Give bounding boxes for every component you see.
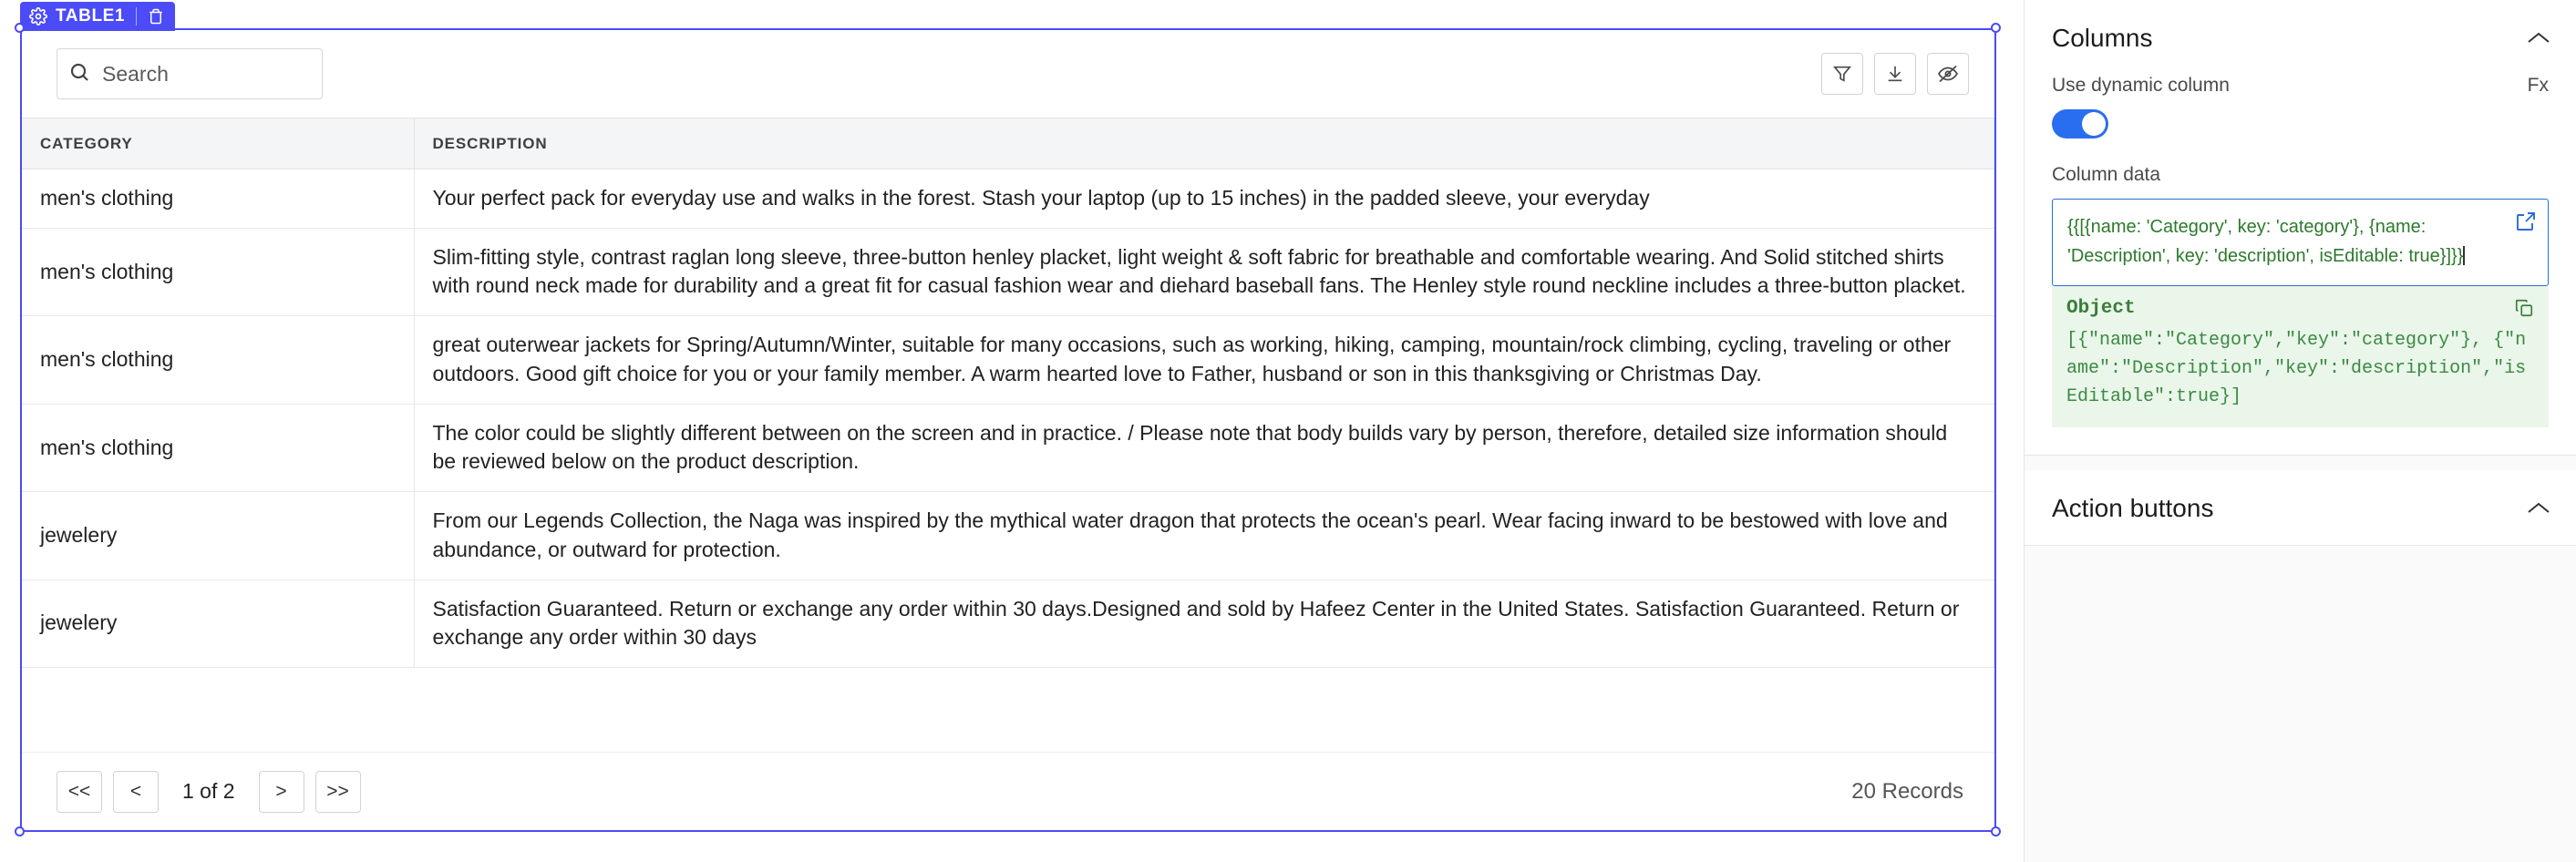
- widget-selection-label[interactable]: [20, 2, 175, 31]
- search-input[interactable]: [100, 61, 311, 87]
- table-toolbar: [22, 30, 1994, 118]
- table-row[interactable]: [22, 228, 1994, 315]
- column-header-category[interactable]: CATEGORY: [22, 118, 414, 169]
- next-page-button[interactable]: >: [259, 771, 304, 813]
- chevron-up-icon[interactable]: [2527, 501, 2550, 516]
- table-body: [22, 169, 1994, 668]
- pagination: [57, 771, 361, 813]
- action-buttons-section: [2025, 470, 2576, 546]
- column-data-label: Column data: [2052, 164, 2161, 185]
- column-data-editor[interactable]: [2052, 199, 2549, 286]
- open-editor-icon[interactable]: [2515, 210, 2537, 232]
- filter-button[interactable]: [1821, 53, 1863, 95]
- label-divider: [136, 7, 137, 26]
- cell-description: From our Legends Collection, the Naga was inspired by the mythical water dragon that protects the ocean's pearl. Wear facing inward to be bestowed with love and abundance, or outward for protection.: [414, 492, 1994, 580]
- copy-icon[interactable]: [2514, 297, 2534, 319]
- toggle-knob: [2082, 112, 2106, 136]
- trash-icon[interactable]: [148, 7, 164, 26]
- dynamic-column-row: [2052, 75, 2549, 97]
- widget-label-text: TABLE1: [56, 6, 126, 26]
- cell-description: Satisfaction Guaranteed. Return or exchange any order within 30 days.Designed and sold by Hafeez Center in the United States. Satisfaction Guaranteed. Return or exchange any order within 30 days: [414, 580, 1994, 667]
- column-data-code-text: {{[{name: 'Category', key: 'category'}, {name: 'Description', key: 'description', isEditable: true}]}}: [2067, 217, 2464, 266]
- columns-section-title: Columns: [2052, 24, 2153, 52]
- fx-toggle[interactable]: Fx: [2527, 75, 2549, 96]
- cell-description: The color could be slightly different between on the screen and in practice. / Please note that body builds vary by person, therefore, detailed size information should be reviewed below on the product description.: [414, 404, 1994, 491]
- page-indicator: 1 of 2: [182, 779, 235, 803]
- resize-handle-bottom-right[interactable]: [1991, 826, 2001, 836]
- cell-description: Your perfect pack for everyday use and walks in the forest. Stash your laptop (up to 15 inches) in the padded sleeve, your everyday: [414, 169, 1994, 229]
- evaluated-value: [{"name":"Category","key":"category"}, {"name":"Description","key":"description","isEditable":true}]: [2066, 330, 2527, 407]
- table-scroll-region[interactable]: [22, 118, 1994, 650]
- resize-handle-top-right[interactable]: [1991, 23, 2001, 33]
- cell-category: men's clothing: [22, 228, 414, 315]
- first-page-button[interactable]: <<: [57, 771, 102, 813]
- resize-handle-bottom-left[interactable]: [15, 826, 25, 836]
- search-icon: [68, 61, 100, 87]
- column-data-row: [2052, 164, 2549, 186]
- evaluated-type: Object: [2066, 297, 2136, 319]
- property-panel: [2024, 0, 2576, 862]
- cell-category: jewelery: [22, 580, 414, 667]
- table-header-row: [22, 118, 1994, 169]
- panel-section-gap: [2025, 456, 2576, 470]
- chevron-up-icon[interactable]: [2527, 31, 2550, 46]
- cell-description: great outerwear jackets for Spring/Autumn/Winter, suitable for many occasions, such as working, hiking, camping, mountain/rock climbing, cycling, traveling or other outdoors. Good gift choice for you or your family member. A warm hearted love to Father, husband or son in this thanksgiving or Christmas Day.: [414, 316, 1994, 404]
- action-buttons-section-title: Action buttons: [2052, 494, 2214, 522]
- record-count: 20 Records: [1851, 778, 1963, 804]
- table-widget[interactable]: [20, 28, 1996, 832]
- table-toolbar-actions: [1821, 53, 1969, 95]
- cell-category: jewelery: [22, 492, 414, 580]
- columns-section-body: [2025, 75, 2576, 455]
- last-page-button[interactable]: >>: [315, 771, 361, 813]
- previous-page-button[interactable]: <: [113, 771, 159, 813]
- resize-handle-top-left[interactable]: [15, 23, 25, 33]
- action-buttons-section-header[interactable]: [2025, 470, 2576, 545]
- column-header-description[interactable]: DESCRIPTION: [414, 118, 1994, 169]
- columns-section: [2025, 0, 2576, 456]
- table-row[interactable]: [22, 316, 1994, 404]
- cell-description: Slim-fitting style, contrast raglan long sleeve, three-button henley placket, light weight & soft fabric for breathable and comfortable wearing. And Solid stitched shirts with round neck made for durability and a great fit for casual fashion wear and diehard baseball fans. The Henley style round neckline includes a three-button placket.: [414, 228, 1994, 315]
- dynamic-column-label: Use dynamic column: [2052, 75, 2230, 96]
- gear-icon[interactable]: [29, 7, 47, 26]
- evaluated-value-box: [2052, 286, 2549, 427]
- download-button[interactable]: [1874, 53, 1916, 95]
- table-footer: [22, 752, 1994, 830]
- columns-section-header[interactable]: [2025, 0, 2576, 75]
- table-row[interactable]: [22, 580, 1994, 667]
- cell-category: men's clothing: [22, 169, 414, 229]
- search-input-wrapper[interactable]: [57, 48, 323, 99]
- column-data-code[interactable]: [2067, 212, 2506, 271]
- hide-columns-button[interactable]: [1927, 53, 1969, 95]
- data-table: [22, 118, 1994, 668]
- text-caret: [2463, 246, 2465, 265]
- dynamic-column-toggle[interactable]: [2052, 109, 2108, 139]
- table-row[interactable]: [22, 169, 1994, 229]
- table-row[interactable]: [22, 404, 1994, 491]
- cell-category: men's clothing: [22, 316, 414, 404]
- table-row[interactable]: [22, 492, 1994, 580]
- cell-category: men's clothing: [22, 404, 414, 491]
- evaluated-value-header: [2066, 297, 2534, 319]
